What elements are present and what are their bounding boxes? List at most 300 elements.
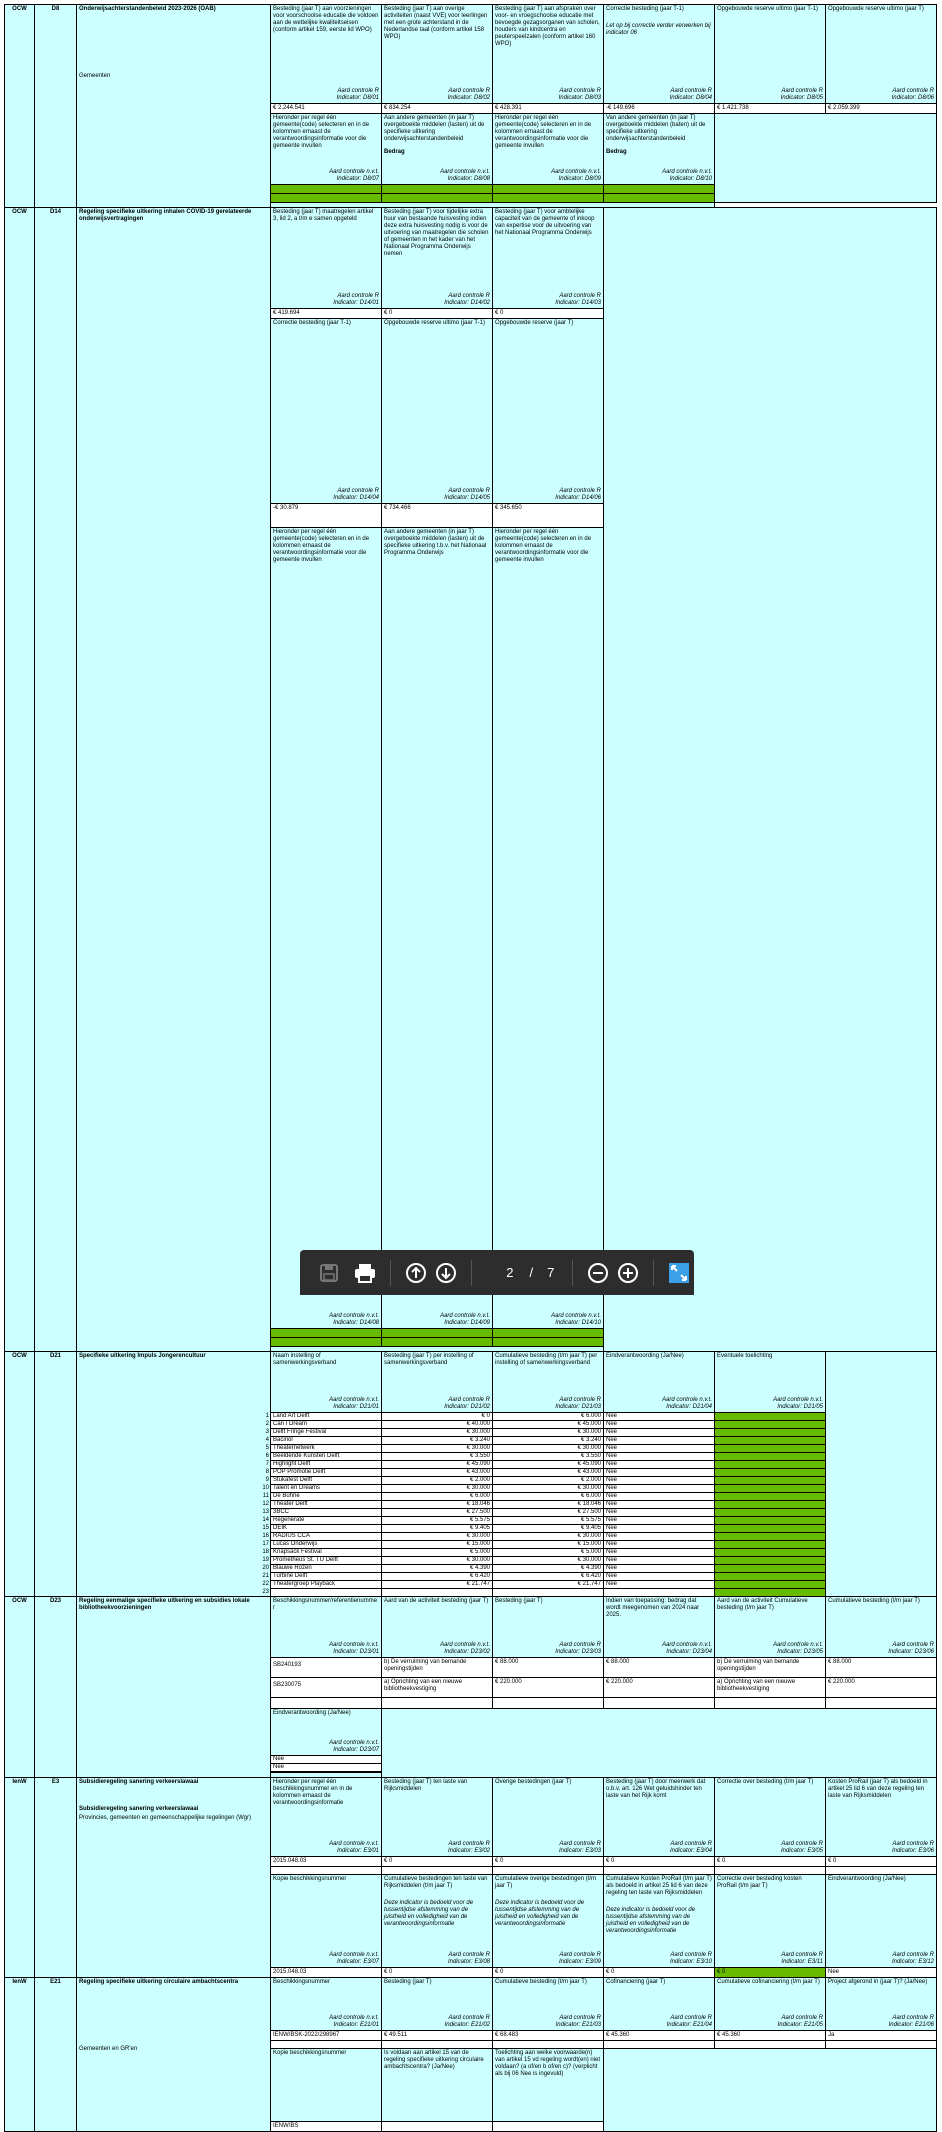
question-cell (826, 1978, 937, 2031)
ministry-code: OCW (12, 1598, 27, 1604)
question-text: Cumulatieve bestedingen ten laste van Rijksmiddelen (t/m jaar T) (384, 1876, 488, 1889)
value-cell[interactable] (715, 1968, 826, 1978)
institution-name: Lucas Onderwijs (273, 1541, 318, 1547)
row-number: 1 (265, 1413, 269, 1419)
question-note: Deze indicator is bedoeld voor de tussentijdse afstemming van de juistheid en volledigheid van de verantwoordingsinformatie (495, 1900, 585, 1927)
value-cell[interactable] (382, 1517, 493, 1525)
question-cell (382, 1597, 493, 1658)
value-cell[interactable] (715, 1678, 826, 1698)
value-cell[interactable] (271, 104, 382, 114)
question-text: Cofinanciering (jaar T) (606, 1979, 666, 1985)
value-cell[interactable] (493, 185, 604, 194)
value-cell[interactable] (493, 1493, 604, 1501)
question-cell (382, 1875, 493, 1968)
value-cell[interactable] (262, 1517, 382, 1525)
value-cell[interactable] (604, 1485, 715, 1493)
value-cell[interactable] (271, 1698, 382, 1709)
institution-name: Talent en Dreams (273, 1485, 321, 1491)
value-cell[interactable] (604, 2031, 715, 2041)
value-cell[interactable] (604, 1509, 715, 1517)
value-cell[interactable] (262, 1557, 382, 1565)
question-text: Besteding (jaar T) aan voorzieningen voor voorschoolse educatie die voldoen aan de wettelijke kwaliteitseisen (conform artikel 159, eerste lid WPO) (273, 6, 379, 33)
value-cell[interactable] (493, 1477, 604, 1485)
value-cell[interactable] (265, 1477, 382, 1485)
value-cell[interactable] (271, 1338, 382, 1347)
value-cell[interactable] (382, 1509, 493, 1517)
value-cell[interactable] (604, 2041, 715, 2049)
value-cell[interactable] (604, 1477, 715, 1485)
value-cell[interactable] (604, 1589, 715, 1597)
page-number-input[interactable] (490, 1264, 516, 1281)
value-cell[interactable] (604, 104, 715, 114)
value-cell[interactable] (493, 1453, 604, 1461)
value-cell[interactable] (715, 1857, 826, 1867)
control-block (773, 1397, 823, 1411)
value-cell[interactable] (826, 1658, 937, 1678)
value-cell[interactable] (382, 1557, 493, 1565)
value-cell[interactable] (382, 2041, 493, 2049)
value-cell[interactable] (271, 194, 382, 203)
value-cell[interactable] (382, 104, 493, 114)
question-text: Cumulatieve besteding (t/m jaar T) per instelling of samenwerkingsverband (495, 1353, 598, 1366)
control-type: Aard controle n.v.t. (329, 1740, 379, 1746)
control-block (333, 293, 379, 307)
question-text: Opgebouwde reserve ultimo (jaar T-1) (717, 6, 818, 12)
value-cell[interactable] (715, 1509, 826, 1517)
value-cell[interactable] (826, 1968, 937, 1978)
value-cell[interactable] (493, 1541, 604, 1549)
value-cell[interactable] (715, 2041, 826, 2049)
control-block (448, 1841, 490, 1855)
control-block (773, 1642, 823, 1656)
row-number: 16 (262, 1533, 269, 1539)
value-cell[interactable] (493, 1698, 604, 1709)
value-cell[interactable] (604, 1698, 715, 1709)
value-text: € 9.405 (469, 1525, 490, 1531)
value-cell[interactable] (262, 1525, 382, 1533)
value-cell[interactable] (715, 1429, 826, 1437)
value-cell[interactable] (382, 1485, 493, 1493)
value-cell[interactable] (715, 104, 826, 114)
regulation-title: Regeling specifieke uitkering circulaire ambachtscentra (79, 1979, 239, 1985)
value-text: € 88.000 (495, 1659, 519, 1665)
value-cell[interactable] (715, 1469, 826, 1477)
indicator-code: Indicator: D21/05 (777, 1404, 823, 1410)
indicator-code: Indicator: E3/10 (669, 1959, 712, 1965)
row-number: 15 (262, 1525, 269, 1531)
value-cell[interactable] (382, 1445, 493, 1453)
value-cell[interactable] (493, 1421, 604, 1429)
control-type: Aard controle n.v.t. (440, 1642, 490, 1648)
question-text: Opgebouwde reserve (jaar T) (495, 320, 574, 326)
control-block (448, 1952, 490, 1966)
value-cell[interactable] (715, 1445, 826, 1453)
question-text: Aan andere gemeenten (in jaar T) overgeboekte middelen (lasten) uit de specifieke uitkering onderwijsachterstandenbeleid (384, 115, 485, 142)
value-cell[interactable] (715, 1421, 826, 1429)
value-cell[interactable] (715, 1698, 826, 1709)
value-text: € 4.390 (580, 1565, 601, 1571)
question-text: Cumulatieve cofinanciering (t/m jaar T) (717, 1979, 820, 1985)
value-cell[interactable] (265, 1421, 382, 1429)
value-cell[interactable] (604, 1658, 715, 1678)
value-cell[interactable] (271, 2122, 382, 2132)
value-cell[interactable] (382, 309, 493, 319)
value-cell[interactable] (271, 2041, 382, 2049)
value-cell[interactable] (382, 1461, 493, 1469)
value-cell[interactable] (493, 1509, 604, 1517)
control-block (440, 169, 490, 183)
value-cell[interactable] (382, 1501, 493, 1509)
value-cell[interactable] (382, 1437, 493, 1445)
value-cell[interactable] (382, 1968, 493, 1978)
value-cell[interactable] (271, 1756, 382, 1764)
value-cell[interactable] (604, 1541, 715, 1549)
question-cell (493, 1352, 604, 1413)
value-cell[interactable] (715, 1493, 826, 1501)
value-cell[interactable] (604, 1493, 715, 1501)
value-cell[interactable] (604, 1445, 715, 1453)
value-cell[interactable] (493, 1413, 604, 1421)
question-cell (715, 1597, 826, 1658)
value-cell[interactable] (382, 1477, 493, 1485)
value-text: Nee (606, 1533, 618, 1539)
ministry-cell (5, 1778, 35, 1978)
value-text: € 30.000 (577, 1429, 601, 1435)
value-cell[interactable] (265, 1453, 382, 1461)
value-cell[interactable] (271, 1968, 382, 1978)
value-cell[interactable] (604, 1573, 715, 1581)
value-cell[interactable] (493, 1658, 604, 1678)
value-cell[interactable] (493, 1461, 604, 1469)
value-cell[interactable] (715, 1533, 826, 1541)
value-cell[interactable] (493, 1867, 604, 1875)
value-cell[interactable] (493, 1589, 604, 1597)
value-cell[interactable] (382, 1589, 493, 1597)
control-type: Aard controle R (559, 1397, 601, 1403)
save-icon[interactable] (314, 1258, 344, 1288)
value-text: Nee (606, 1469, 618, 1475)
value-cell[interactable] (382, 1533, 493, 1541)
value-cell[interactable] (604, 1461, 715, 1469)
control-block (662, 169, 712, 183)
value-cell[interactable] (826, 1678, 937, 1698)
value-cell[interactable] (493, 1857, 604, 1867)
value-cell[interactable] (715, 1565, 826, 1573)
value-cell[interactable] (265, 1429, 382, 1437)
question-cell (271, 1352, 382, 1413)
control-type: Aard controle R (892, 88, 934, 94)
indicator-code: Indicator: E21/06 (888, 2022, 934, 2028)
value-cell[interactable] (382, 1329, 493, 1338)
value-cell[interactable] (271, 1764, 382, 1772)
value-cell[interactable] (715, 2031, 826, 2041)
value-cell[interactable] (493, 309, 604, 319)
value-cell[interactable] (271, 2031, 382, 2041)
question-cell (271, 1978, 382, 2031)
value-cell[interactable] (604, 1857, 715, 1867)
print-icon[interactable] (350, 1258, 380, 1288)
control-block (551, 1313, 601, 1327)
value-cell[interactable] (715, 1549, 826, 1557)
control-block (892, 88, 934, 102)
question-cell (382, 1352, 493, 1413)
fit-page-icon[interactable] (664, 1258, 694, 1288)
table-row (5, 208, 937, 309)
ministry-code: OCW (12, 209, 27, 215)
question-cell (271, 208, 382, 309)
indicator-code: Indicator: D23/06 (888, 1649, 934, 1655)
value-cell[interactable] (604, 1453, 715, 1461)
question-text: Kopie beschikkingsnummer (273, 2050, 347, 2056)
value-cell[interactable] (271, 1857, 382, 1867)
control-type: Aard controle R (337, 88, 379, 94)
question-text: Overige bestedingen (jaar T) (495, 1779, 572, 1785)
control-block (440, 1313, 490, 1327)
previous-page-icon[interactable] (401, 1258, 431, 1288)
ministry-code: IenW (12, 1779, 27, 1785)
value-cell[interactable] (604, 185, 715, 194)
value-cell[interactable] (715, 1525, 826, 1533)
value-text: € 0 (384, 310, 393, 316)
value-cell[interactable] (382, 1421, 493, 1429)
indicator-code: Indicator: E3/08 (447, 1959, 490, 1965)
value-cell[interactable] (265, 1437, 382, 1445)
indicator-code: Indicator: E3/09 (558, 1959, 601, 1965)
question-text: Aan andere gemeenten (in jaar T) overgeboekte middelen (lasten) uit de specifieke uitkering t.b.v. het Nationaal Programma Onderwijs (384, 529, 487, 556)
value-cell[interactable] (715, 1461, 826, 1469)
value-cell[interactable] (382, 1338, 493, 1347)
value-cell[interactable] (262, 1493, 382, 1501)
value-cell[interactable] (265, 1413, 382, 1421)
value-cell[interactable] (271, 1678, 382, 1698)
value-cell[interactable] (382, 1857, 493, 1867)
value-text: € 419.694 (273, 310, 300, 316)
question-text: Cumulatieve besteding (t/m jaar T) (495, 1979, 587, 1985)
value-cell[interactable] (382, 1867, 493, 1875)
value-cell[interactable] (715, 1485, 826, 1493)
value-cell[interactable] (382, 1698, 493, 1709)
value-cell[interactable] (493, 1437, 604, 1445)
question-cell (382, 1778, 493, 1857)
value-cell[interactable] (604, 1678, 715, 1698)
row-number: 20 (262, 1565, 269, 1571)
value-cell[interactable] (604, 1565, 715, 1573)
question-text: Cumulatieve Kosten ProRail (t/m jaar T) als bedoeld in artikel 25 lid 6 van deze regeling ten laste van Rijksmiddelen (606, 1876, 712, 1896)
value-cell[interactable] (382, 1429, 493, 1437)
value-cell[interactable] (826, 2041, 937, 2049)
indicator-code: Indicator: D23/02 (444, 1649, 490, 1655)
control-block (888, 1642, 934, 1656)
value-cell[interactable] (604, 1437, 715, 1445)
value-cell[interactable] (715, 1453, 826, 1461)
value-cell[interactable] (493, 1501, 604, 1509)
value-cell[interactable] (493, 2122, 604, 2132)
value-cell[interactable] (715, 1557, 826, 1565)
value-cell[interactable] (493, 1338, 604, 1347)
value-cell[interactable] (493, 1549, 604, 1557)
value-cell[interactable] (382, 1658, 493, 1678)
value-cell[interactable] (493, 1429, 604, 1437)
row-number: 5 (265, 1445, 269, 1451)
value-cell[interactable] (715, 1477, 826, 1485)
value-cell[interactable] (493, 504, 604, 528)
value-cell[interactable] (493, 194, 604, 203)
value-cell[interactable] (382, 185, 493, 194)
value-cell[interactable] (493, 1329, 604, 1338)
value-cell[interactable] (493, 1485, 604, 1493)
value-cell[interactable] (493, 1517, 604, 1525)
value-cell[interactable] (604, 1867, 715, 1875)
value-cell[interactable] (493, 1525, 604, 1533)
value-cell[interactable] (715, 1658, 826, 1678)
value-cell[interactable] (493, 1469, 604, 1477)
indicator-code: Indicator: D21/02 (444, 1404, 490, 1410)
value-cell[interactable] (382, 1413, 493, 1421)
ministry-cell (5, 208, 35, 1352)
value-cell[interactable] (262, 1565, 382, 1573)
zoom-in-icon[interactable] (613, 1258, 643, 1288)
value-text: € 88.000 (828, 1659, 852, 1665)
value-cell[interactable] (382, 1581, 493, 1589)
value-text: € 5.575 (580, 1517, 601, 1523)
value-cell[interactable] (826, 1698, 937, 1709)
value-cell[interactable] (262, 1501, 382, 1509)
value-cell[interactable] (271, 185, 382, 194)
row-number: 3 (265, 1429, 269, 1435)
value-cell[interactable] (826, 2031, 937, 2041)
value-cell[interactable] (493, 1533, 604, 1541)
value-cell[interactable] (493, 1557, 604, 1565)
value-cell[interactable] (382, 1525, 493, 1533)
value-cell[interactable] (382, 1469, 493, 1477)
regulation-title: Subsidieregeling sanering verkeerslawaai (79, 1806, 199, 1812)
value-cell[interactable] (493, 1678, 604, 1698)
value-cell[interactable] (715, 1573, 826, 1581)
value-cell[interactable] (604, 1968, 715, 1978)
value-cell[interactable] (715, 1589, 826, 1597)
value-cell[interactable] (265, 1469, 382, 1477)
value-cell[interactable] (493, 1445, 604, 1453)
value-cell[interactable] (493, 1581, 604, 1589)
control-type: Aard controle n.v.t. (440, 169, 490, 175)
value-text: € 6.000 (580, 1493, 601, 1499)
value-cell[interactable] (271, 309, 382, 319)
value-cell[interactable] (265, 1445, 382, 1453)
value-cell[interactable] (715, 1501, 826, 1509)
zoom-out-icon[interactable] (583, 1258, 613, 1288)
value-cell[interactable] (382, 1678, 493, 1698)
question-cell (493, 1875, 604, 1968)
value-cell[interactable] (262, 1485, 382, 1493)
control-block (559, 88, 601, 102)
value-cell[interactable] (604, 194, 715, 203)
institution-name: Land Art Delft (273, 1413, 310, 1419)
value-cell[interactable] (262, 1549, 382, 1557)
value-cell[interactable] (382, 2031, 493, 2041)
value-cell[interactable] (604, 1533, 715, 1541)
value-cell[interactable] (826, 1867, 937, 1875)
value-cell[interactable] (604, 1525, 715, 1533)
next-page-icon[interactable] (431, 1258, 461, 1288)
value-cell[interactable] (493, 1565, 604, 1573)
value-cell[interactable] (715, 1581, 826, 1589)
value-cell[interactable] (262, 1541, 382, 1549)
value-cell[interactable] (604, 1501, 715, 1509)
value-cell[interactable] (493, 2031, 604, 2041)
value-cell[interactable] (493, 2041, 604, 2049)
value-cell[interactable] (604, 1429, 715, 1437)
value-cell[interactable] (493, 1573, 604, 1581)
value-cell[interactable] (604, 1469, 715, 1477)
value-cell[interactable] (382, 1493, 493, 1501)
value-cell[interactable] (271, 1867, 382, 1875)
value-cell[interactable] (826, 104, 937, 114)
value-cell[interactable] (493, 104, 604, 114)
indicator-code: Indicator: E3/03 (558, 1848, 601, 1854)
value-cell[interactable] (382, 1573, 493, 1581)
value-cell[interactable] (604, 1549, 715, 1557)
value-cell[interactable] (715, 1541, 826, 1549)
value-cell[interactable] (382, 194, 493, 203)
value-cell[interactable] (604, 1581, 715, 1589)
indicator-code: Indicator: D8/09 (558, 176, 601, 182)
value-cell[interactable] (262, 1589, 382, 1597)
value-cell[interactable] (604, 1421, 715, 1429)
question-text: Kopie beschikkingsnummer (273, 1876, 347, 1882)
regulation-subtitle: Gemeenten (79, 73, 111, 79)
indicator-code: Indicator: D14/10 (555, 1320, 601, 1326)
question-cell (271, 5, 382, 104)
value-cell[interactable] (382, 1549, 493, 1557)
value-cell[interactable] (604, 1557, 715, 1565)
control-type: Aard controle n.v.t. (551, 1313, 601, 1319)
value-cell[interactable] (262, 1581, 382, 1589)
value-cell[interactable] (604, 1413, 715, 1421)
control-block (662, 1642, 712, 1656)
value-cell[interactable] (493, 1968, 604, 1978)
regulation-code: D21 (49, 1353, 61, 1359)
value-cell[interactable] (715, 1867, 826, 1875)
control-type: Aard controle R (892, 2015, 934, 2021)
value-cell[interactable] (382, 504, 493, 528)
value-cell[interactable] (604, 1517, 715, 1525)
value-text: Nee (606, 1581, 618, 1587)
indicator-code: Indicator: E21/04 (666, 2022, 712, 2028)
value-cell[interactable] (715, 1517, 826, 1525)
value-cell[interactable] (265, 1461, 382, 1469)
question-text: Correctie besteding (jaar T-1) (606, 6, 684, 12)
value-cell[interactable] (262, 1509, 382, 1517)
question-cell (493, 1778, 604, 1857)
value-cell[interactable] (271, 1658, 382, 1678)
value-cell[interactable] (262, 1533, 382, 1541)
institution-name: Theaternetwerk (273, 1445, 315, 1451)
value-cell[interactable] (382, 1541, 493, 1549)
value-cell[interactable] (715, 1413, 826, 1421)
value-cell[interactable] (262, 1573, 382, 1581)
value-text: € 3.550 (469, 1453, 490, 1459)
value-cell[interactable] (271, 1329, 382, 1338)
value-cell[interactable] (826, 1857, 937, 1867)
question-text: Toelichting aan welke voorwaarde(n) van artikel 15 vd regeling wordt(en) niet voldaan? (a of/en b of/en c)? (verplicht als bij 06 Nee is ingevuld) (495, 2050, 601, 2077)
value-cell[interactable] (382, 1565, 493, 1573)
question-cell (715, 1352, 826, 1413)
value-cell[interactable] (382, 1453, 493, 1461)
value-cell[interactable] (271, 504, 382, 528)
value-cell[interactable] (382, 2122, 493, 2132)
value-cell[interactable] (715, 1437, 826, 1445)
value-text: Nee (606, 1477, 618, 1483)
